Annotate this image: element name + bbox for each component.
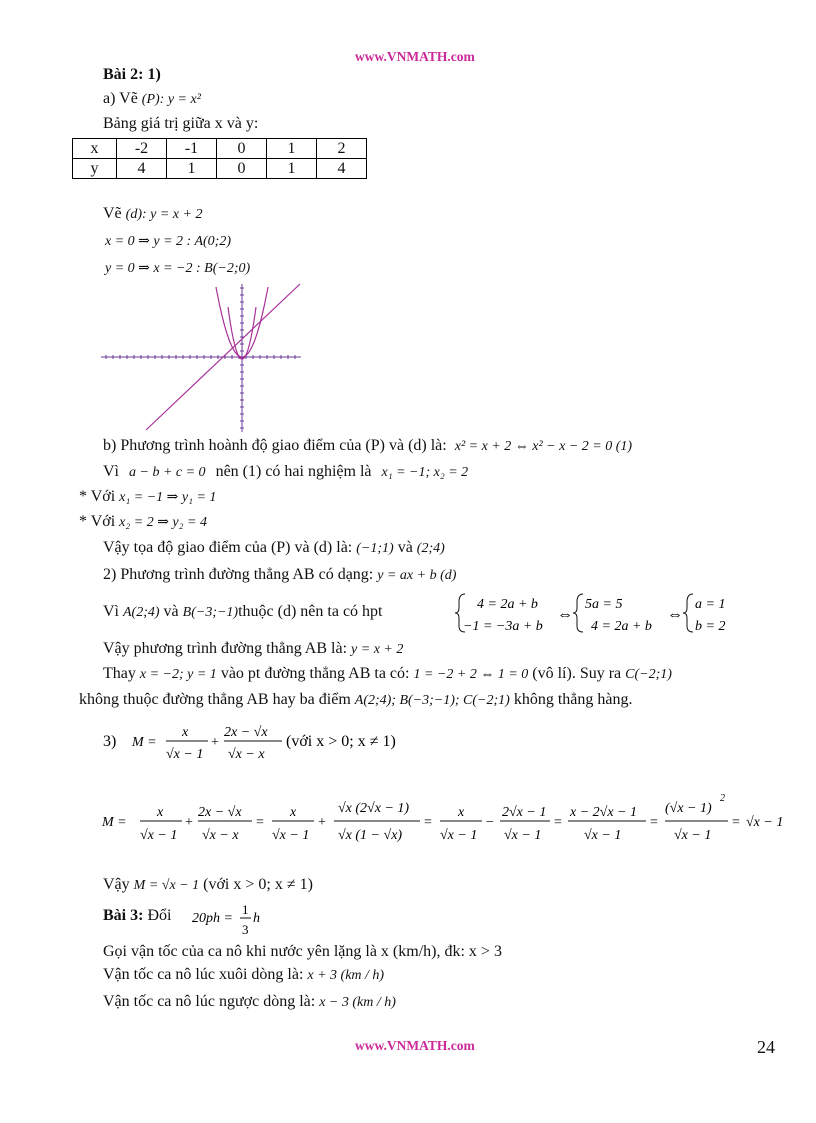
conclusion-and: và <box>397 539 413 556</box>
bai3-doi: Đổi <box>147 907 172 924</box>
m-definition <box>100 718 420 768</box>
svg-text:−: − <box>486 815 494 830</box>
conclusion-text: Vậy tọa độ giao điểm của (P) và (d) là: <box>103 539 353 556</box>
line-d-label: Vẽ <box>103 205 122 222</box>
svg-text:=: = <box>732 815 740 830</box>
bai3-line-2-text: Vận tốc ca nô lúc xuôi dòng là: <box>103 966 304 983</box>
svg-text:(√x − 1): (√x − 1) <box>665 801 712 816</box>
thay-line <box>103 665 672 683</box>
part-b-equation: x² = x + 2 ⇔ x² − x − 2 = 0 (1) <box>454 439 633 454</box>
part-a-label: a) Vẽ <box>103 90 138 107</box>
svg-text:√x − 1: √x − 1 <box>584 828 622 843</box>
table-row <box>73 139 367 159</box>
bai3-line-2-expr: x + 3 (km / h) <box>307 968 385 983</box>
vi-roots: x₁ = −1; x₂ = 2 <box>381 465 469 480</box>
page-number: 24 <box>757 1037 775 1057</box>
table-cell: -2 <box>117 139 167 159</box>
ab-result-line <box>103 640 403 658</box>
collinear-points: A(2;4); B(−3;−1); C(−2;1) <box>354 693 510 708</box>
brace-2 <box>573 594 583 632</box>
line-d-formula: (d): y = x + 2 <box>125 207 203 222</box>
svg-text:√x − 1: √x − 1 <box>272 828 310 843</box>
svg-text:x − 2√x − 1: x − 2√x − 1 <box>570 805 638 820</box>
table-caption: Bảng giá trị giữa x và y: <box>103 115 259 132</box>
q3-label: 3) <box>103 733 117 750</box>
svg-text:=: = <box>424 815 432 830</box>
table-cell: 2 <box>317 139 367 159</box>
case-1-expr: x₁ = −1 ⇒ y₁ = 1 <box>119 490 217 505</box>
ab-text: 2) Phương trình đường thẳng AB có dạng: <box>103 566 374 583</box>
svg-text:20ph =: 20ph = <box>192 911 233 926</box>
case-2 <box>79 513 207 531</box>
ab-form-line <box>103 566 456 584</box>
svg-text:x: x <box>157 805 164 820</box>
hpt-and: và <box>163 603 179 620</box>
table-cell: 0 <box>217 159 267 179</box>
sys1-eq2: −1 = −3a + b <box>463 619 543 634</box>
svg-text:√x − 1: √x − 1 <box>674 828 712 843</box>
thay-values: x = −2; y = 1 <box>139 667 217 682</box>
line-d-title <box>103 205 202 223</box>
table-cell: 1 <box>167 159 217 179</box>
svg-text:+: + <box>185 815 193 830</box>
iff-2: ⇔ <box>667 606 683 623</box>
intersection-conclusion <box>103 539 445 557</box>
case-1-prefix: * Với <box>79 488 116 505</box>
q3-condition: (với x > 0; x ≠ 1) <box>286 733 396 750</box>
header-site[interactable]: www.VNMATH.com <box>355 49 475 64</box>
hpt-line <box>103 603 383 621</box>
bai3-line-3 <box>103 993 396 1011</box>
hpt-a: A(2;4) <box>123 605 160 620</box>
svg-text:√x − 1: √x − 1 <box>746 815 784 830</box>
svg-text:1: 1 <box>242 902 249 917</box>
hpt-b: B(−3;−1) <box>182 605 239 620</box>
m-result-condition: (với x > 0; x ≠ 1) <box>203 876 313 893</box>
svg-text:3: 3 <box>242 922 249 937</box>
hpt-text: thuộc (d) nên ta có hpt <box>238 603 383 620</box>
svg-text:√x − x: √x − x <box>228 747 265 762</box>
m-result: M = √x − 1 <box>133 878 200 893</box>
hpt-vi: Vì <box>103 603 119 620</box>
graph-axes <box>101 284 301 432</box>
vi-text: nên (1) có hai nghiệm là <box>215 463 372 480</box>
bai3-line-1: Gọi vận tốc của ca nô khi nước yên lặng là x (km/h), đk: x > 3 <box>103 943 502 960</box>
conclusion-p1: (−1;1) <box>356 541 394 556</box>
svg-text:h: h <box>253 911 260 926</box>
svg-text:=: = <box>554 815 562 830</box>
axis-ticks <box>106 288 295 428</box>
graph <box>96 280 306 436</box>
table-row <box>73 159 367 179</box>
thay-end: (vô lí). Suy ra <box>532 665 622 682</box>
thay-point-c: C(−2;1) <box>625 667 672 682</box>
table-cell: 1 <box>267 159 317 179</box>
svg-text:+: + <box>211 735 219 750</box>
svg-text:√x − 1: √x − 1 <box>504 828 542 843</box>
case-2-prefix: * Với <box>79 513 116 530</box>
svg-text:x: x <box>458 805 465 820</box>
svg-text:x: x <box>290 805 297 820</box>
collinear-text-1: không thuộc đường thẳng AB hay ba điểm <box>79 691 351 708</box>
svg-text:M =: M = <box>132 735 157 750</box>
bai3-line-2 <box>103 966 384 984</box>
value-table <box>72 138 367 179</box>
sys2-eq1: 5a = 5 <box>585 597 623 612</box>
conversion-fraction <box>190 900 270 944</box>
m-result-line <box>103 876 313 894</box>
svg-text:√x (1 − √x): √x (1 − √x) <box>338 828 403 843</box>
parabola-formula: (P): y = x² <box>141 92 201 107</box>
svg-text:2√x − 1: 2√x − 1 <box>502 805 547 820</box>
svg-text:√x − 1: √x − 1 <box>440 828 478 843</box>
svg-text:=: = <box>256 815 264 830</box>
collinear-line <box>79 691 633 709</box>
case-2-expr: x₂ = 2 ⇒ y₂ = 4 <box>119 515 207 530</box>
bai3-heading: Bài 3: <box>103 907 144 924</box>
thay-prefix: Thay <box>103 665 136 682</box>
m-result-label: Vậy <box>103 876 130 893</box>
point-a: x = 0 ⇒ y = 2 : A(0;2) <box>105 234 231 249</box>
svg-text:M =: M = <box>102 815 127 830</box>
table-cell: 4 <box>117 159 167 179</box>
table-header-y: y <box>73 159 117 179</box>
svg-text:+: + <box>318 815 326 830</box>
table-cell: 4 <box>317 159 367 179</box>
footer-site[interactable]: www.VNMATH.com <box>355 1038 475 1053</box>
svg-text:x: x <box>182 725 189 740</box>
bai3-line-3-text: Vận tốc ca nô lúc ngược dòng là: <box>103 993 316 1010</box>
table-cell: -1 <box>167 139 217 159</box>
bai3-line-3-expr: x − 3 (km / h) <box>319 995 396 1010</box>
svg-text:2x − √x: 2x − √x <box>224 725 268 740</box>
sys3-eq2: b = 2 <box>695 619 726 634</box>
ab-form: y = ax + b (d) <box>377 568 457 583</box>
table-header-x: x <box>73 139 117 159</box>
svg-text:2x − √x: 2x − √x <box>198 805 242 820</box>
ab-result: y = x + 2 <box>351 642 404 657</box>
iff-1: ⇔ <box>557 606 573 623</box>
svg-text:√x − 1: √x − 1 <box>140 828 178 843</box>
bai3-header-line <box>103 907 171 925</box>
part-a <box>103 90 201 108</box>
svg-text:√x − 1: √x − 1 <box>166 747 204 762</box>
sys1-eq1: 4 = 2a + b <box>477 597 538 612</box>
m-derivation <box>100 788 800 852</box>
collinear-text-2: không thẳng hàng. <box>513 691 633 708</box>
vi-prefix: Vì <box>103 463 119 480</box>
svg-text:2: 2 <box>720 793 725 804</box>
conclusion-p2: (2;4) <box>416 541 445 556</box>
svg-text:√x − x: √x − x <box>202 828 239 843</box>
vi-condition: a − b + c = 0 <box>129 465 206 480</box>
table-cell: 1 <box>267 139 317 159</box>
roots-line <box>103 463 468 481</box>
case-1 <box>79 488 216 506</box>
svg-text:√x (2√x − 1): √x (2√x − 1) <box>338 801 410 816</box>
bai2-heading: Bài 2: 1) <box>103 66 161 83</box>
point-b: y = 0 ⇒ x = −2 : B(−2;0) <box>105 261 251 276</box>
sys3-eq1: a = 1 <box>695 597 726 612</box>
brace-3 <box>683 594 693 632</box>
svg-text:=: = <box>650 815 658 830</box>
sys2-eq2: 4 = 2a + b <box>591 619 652 634</box>
thay-equation: 1 = −2 + 2 ⇔ 1 = 0 <box>413 667 529 682</box>
equation-systems <box>455 590 730 636</box>
thay-text: vào pt đường thẳng AB ta có: <box>220 665 410 682</box>
part-b <box>103 437 632 455</box>
table-cell: 0 <box>217 139 267 159</box>
ab-result-text: Vậy phương trình đường thẳng AB là: <box>103 640 348 657</box>
part-b-text: b) Phương trình hoành độ giao điểm của (P) và (d) là: <box>103 437 447 454</box>
